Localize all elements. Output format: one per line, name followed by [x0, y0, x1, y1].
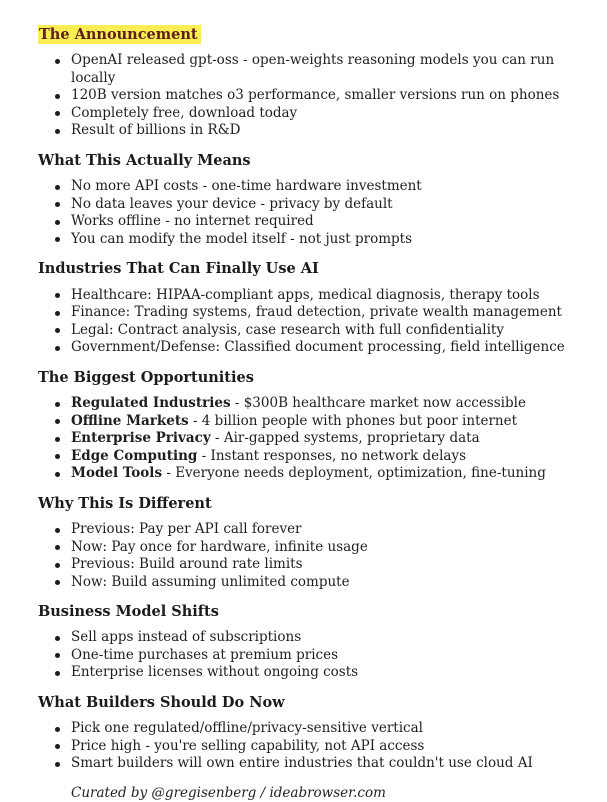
bullet-rest: - $300B healthcare market now accessible — [230, 395, 526, 412]
section-heading: Industries That Can Finally Use AI — [38, 260, 319, 278]
list-item: Healthcare: HIPAA-compliant apps, medical diagnosis, therapy tools — [38, 287, 579, 305]
bullet-rest: - Everyone needs deployment, optimization, fine-tuning — [162, 465, 546, 482]
list-item — [38, 395, 579, 413]
section-heading — [38, 26, 579, 43]
bold-lead: Regulated Industries — [71, 395, 231, 412]
section-industries — [38, 260, 579, 356]
section-opportunities — [38, 369, 579, 483]
bullet-list — [38, 720, 579, 773]
list-item — [38, 430, 579, 448]
section-builders — [38, 694, 579, 773]
section-heading: What Builders Should Do Now — [38, 693, 285, 711]
bullet-list — [38, 521, 579, 591]
list-item: No more API costs - one-time hardware investment — [38, 178, 579, 196]
list-item: Price high - you're selling capability, not API access — [38, 738, 579, 756]
bold-lead: Offline Markets — [71, 412, 189, 429]
list-item: Now: Build assuming unlimited compute — [38, 574, 579, 592]
list-item — [38, 448, 579, 466]
list-item: Previous: Pay per API call forever — [38, 521, 579, 539]
bullet-rest: - Air-gapped systems, proprietary data — [210, 430, 480, 447]
bullet-list — [38, 287, 579, 357]
list-item: No data leaves your device - privacy by default — [38, 196, 579, 214]
list-item: You can modify the model itself - not just prompts — [38, 231, 579, 249]
bold-lead: Enterprise Privacy — [71, 430, 211, 447]
highlighted-heading-text: The Announcement — [38, 25, 201, 44]
list-item: Completely free, download today — [38, 105, 579, 123]
section-heading: The Biggest Opportunities — [38, 368, 254, 386]
list-item: Enterprise licenses without ongoing costs — [38, 664, 579, 682]
section-heading: What This Actually Means — [38, 151, 251, 169]
bullet-rest: - 4 billion people with phones but poor internet — [188, 412, 518, 429]
section-heading: Why This Is Different — [38, 494, 212, 512]
bold-lead: Edge Computing — [71, 447, 198, 464]
list-item — [38, 465, 579, 483]
list-item: Pick one regulated/offline/privacy-sensitive vertical — [38, 720, 579, 738]
list-item: Now: Pay once for hardware, infinite usage — [38, 539, 579, 557]
section-business-model — [38, 603, 579, 682]
list-item: One-time purchases at premium prices — [38, 647, 579, 665]
list-item: Government/Defense: Classified document processing, field intelligence — [38, 339, 579, 357]
list-item — [38, 413, 579, 431]
section-what-this-means — [38, 152, 579, 248]
list-item: Result of billions in R&D — [38, 122, 579, 140]
bullet-list — [38, 395, 579, 483]
list-item: OpenAI released gpt-oss - open-weights reasoning models you can run locally — [38, 52, 579, 87]
bullet-rest: - Instant responses, no network delays — [197, 447, 467, 464]
list-item: Previous: Build around rate limits — [38, 556, 579, 574]
list-item: Sell apps instead of subscriptions — [38, 629, 579, 647]
attribution-footer: Curated by @gregisenberg / ideabrowser.com — [71, 784, 386, 801]
list-item: Legal: Contract analysis, case research with full confidentiality — [38, 322, 579, 340]
bold-lead: Model Tools — [71, 465, 163, 482]
list-item: 120B version matches o3 performance, smaller versions run on phones — [38, 87, 579, 105]
section-announcement — [38, 26, 579, 140]
bullet-list — [38, 178, 579, 248]
bullet-list — [38, 629, 579, 682]
bullet-list — [38, 52, 579, 140]
list-item: Works offline - no internet required — [38, 213, 579, 231]
list-item: Finance: Trading systems, fraud detection, private wealth management — [38, 304, 579, 322]
section-heading: Business Model Shifts — [38, 603, 219, 621]
list-item: Smart builders will own entire industries that couldn't use cloud AI — [38, 755, 579, 773]
section-why-different — [38, 495, 579, 591]
